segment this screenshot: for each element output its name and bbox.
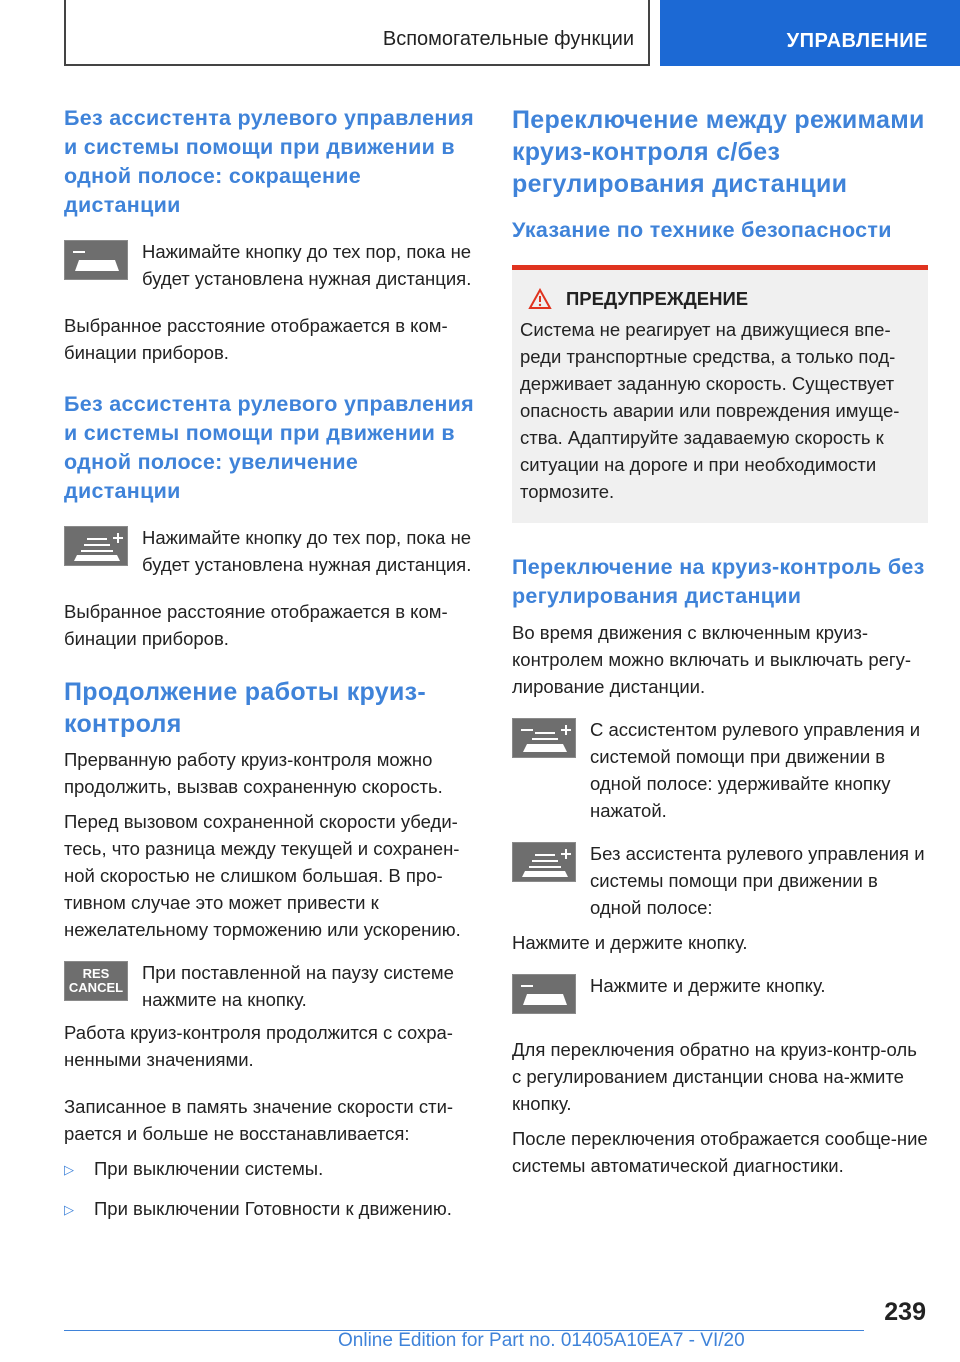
switch-back-text: Для переключения обратно на круиз-контр-оль с регулированием дистанции снова на-жмите кнопку. [512, 1039, 917, 1114]
res-cancel-text: При поставленной на паузу системе нажмите на кнопку. [142, 962, 454, 1010]
without-assist-row [512, 840, 928, 921]
heading-resume-cruise: Продолжение работы круиз-контроля [64, 678, 426, 738]
warning-header [520, 288, 920, 310]
without-assist-text: Без ассистента рулевого управления и системы помощи при движении в одной полосе: [590, 843, 925, 918]
with-assist-row [512, 716, 928, 824]
warning-title: ПРЕДУПРЕЖДЕНИЕ [566, 288, 749, 309]
heading-safety: Указание по технике безопасности [512, 218, 892, 242]
header-section-title: Вспомогательные функции [382, 28, 634, 50]
to-cruise-paragraph: Во время движения с включенным круиз-контролем можно включать и выключать регу-лирование дистанции. [512, 622, 912, 697]
increase-distance-text: Нажимайте кнопку до тех пор, пока не будет установлена нужная дистанция. [142, 527, 472, 575]
warning-triangle-icon [528, 288, 552, 310]
resume-paragraph-1: Прерванную работу круиз-контроля можно продолжить, вызвав сохраненную скорость. [64, 749, 443, 797]
reduce-distance-row [64, 238, 478, 292]
header-chapter-title: УПРАВЛЕНИЕ [786, 30, 928, 52]
header-chapter-tab [660, 0, 960, 66]
footer-edition: Online Edition for Part no. 01405A10EA7 - VI/20 [338, 1330, 745, 1351]
bullet-text: При выключении системы. [94, 1158, 324, 1179]
warning-text: Система не реагирует на движущиеся впе-реди транспортные средства, а только под-держивает заданную скорость. Существует опасность аварии или повреждения имуще-ства. Адаптируйте задаваемую скорость к ситуации на дороге и при необходимости тормозите. [520, 319, 900, 502]
distance-increase-button-icon [64, 526, 128, 566]
resume-paragraph-2: Перед вызовом сохраненной скорости убеди-тесь, что разница между текущей и сохранен-ной скоростью не слишком большая. В про-тивном случае это может привести к нежелательному торможению или ускорению. [64, 811, 461, 940]
header-section-tab [64, 0, 650, 66]
resume-paragraph-3: Работа круиз-контроля продолжится с сохра-ненными значениями. [64, 1022, 453, 1070]
distance-increase-button-icon [512, 718, 576, 758]
distance-reduce-button-icon [64, 240, 128, 280]
page-number: 239 [884, 1298, 926, 1326]
with-assist-text: С ассистентом рулевого управления и системой помощи при движении в одной полосе: удерживайте кнопку нажатой. [590, 719, 921, 821]
increase-distance-note: Выбранное расстояние отображается в ком-бинации приборов. [64, 601, 448, 649]
distance-increase-button-icon [512, 842, 576, 882]
heading-reduce-distance: Без ассистента рулевого управления и системы помощи при движении в одной полосе: сокращение дистанции [64, 106, 474, 217]
resume-paragraph-4: Записанное в память значение скорости сти-рается и больше не восстанавливается: [64, 1096, 454, 1144]
cancel-key-label: CANCEL [68, 980, 124, 995]
distance-reduce-button-icon [512, 974, 576, 1014]
heading-to-cruise: Переключение на круиз-контроль без регулирования дистанции [512, 555, 925, 608]
press-hold-text-2: Нажмите и держите кнопку. [590, 975, 826, 996]
after-switch-text: После переключения отображается сообще-ние системы автоматической диагностики. [512, 1128, 928, 1176]
left-column [64, 104, 478, 1223]
reduce-press-row [512, 972, 928, 1014]
reduce-distance-note: Выбранное расстояние отображается в ком-бинации приборов. [64, 315, 448, 363]
res-cancel-button-icon [64, 961, 128, 1001]
res-cancel-row [64, 959, 478, 1013]
triangle-bullet-icon: ▷ [64, 1162, 74, 1177]
bullet-item [64, 1155, 478, 1183]
heading-switch-modes: Переключение между режимами круиз-контроля с/без регулирования дистанции [512, 106, 925, 198]
triangle-bullet-icon: ▷ [64, 1202, 74, 1217]
bullet-item [64, 1195, 478, 1223]
press-hold-text-1: Нажмите и держите кнопку. [512, 932, 748, 953]
reduce-distance-text: Нажимайте кнопку до тех пор, пока не будет установлена нужная дистанция. [142, 241, 472, 289]
res-key-label: RES [82, 966, 110, 981]
right-column [512, 104, 928, 1179]
warning-box [512, 265, 928, 523]
increase-distance-row [64, 524, 478, 578]
heading-increase-distance: Без ассистента рулевого управления и системы помощи при движении в одной полосе: увеличение дистанции [64, 392, 474, 503]
bullet-text: При выключении Готовности к движению. [94, 1198, 452, 1219]
